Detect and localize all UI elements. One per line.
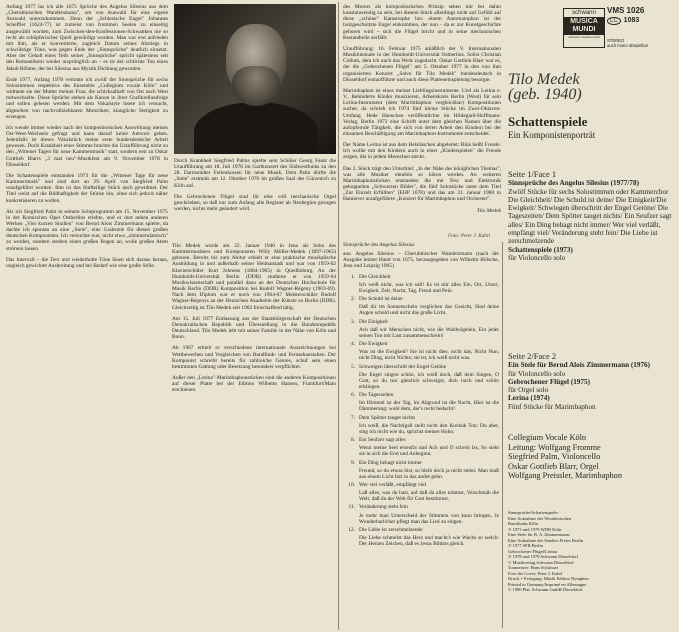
stereo-note	[607, 38, 648, 48]
essay-paragraph: Der Name Lerina ist aus dem Hebräischen abgeleitet: Rinà heißt Freude. Ich wollte mit den Kindern auch in einer „Kinderspielen" die Freude zeigen, die in jedem Menschen steckt.	[343, 142, 501, 161]
lyric-item	[343, 513, 499, 525]
lyric-item	[343, 319, 499, 325]
lyric-text: Was ist die Ewigkeit? Sie ist nicht dies, nicht das, Nicht Nun, nicht Ding, nicht Nichts; sie ist, ich weiß nicht was.	[359, 349, 499, 362]
essay-paragraph: Marimbaphon ist eines meiner Lieblingsinstrumente. Und als Lerina e. V., Behinderte Kinder musizieren, Arbeitskreis Berlin (West) für sein Lerina-Instrument (dem Marimbaphon vergleichbar) Kompositionen suchte, da schrieb ich 1974 fünf kleine Stücke im Zwei-Oktaven-Umfang. Hede Haenchen veröffentlichte im Hildegard-Hoffmann-Verlag, Berlin 1972 eine Schrift unter dem gleichen Namen über die aufopfernde Tätigkeit, die sich von deren Arbeit den Kindern bei der einsamen Beschäftigung am Marimbaphon-Instrumente entscheidet.	[343, 87, 501, 137]
credit-line: © Musikverlag Schwann Düsseldorf	[508, 559, 574, 565]
lyric-text: Im Himmel ist der Tag, im Abgrund ist die Nacht, Hier ist die Dämmerung; wohl dem, der's recht bedacht!	[359, 400, 499, 413]
lyric-number: 10.	[348, 482, 355, 488]
lyric-number	[343, 535, 355, 547]
lyric-number	[343, 304, 355, 316]
lyric-number: 5.	[350, 363, 355, 370]
side-2-work2-desc: für Orgel solo	[508, 386, 549, 395]
performer-line: Siegfried Palm, Violoncello	[508, 452, 601, 462]
lyric-text: Die Engel singen schön, ich weiß doch, daß dein Singen, O Gott, so du nur gänzlich schweigst, dich hoch und schön erklingen.	[359, 371, 499, 390]
side-1-work2-desc: für Violoncello solo	[508, 253, 566, 262]
lyric-item	[343, 349, 499, 361]
lyric-item	[343, 274, 499, 280]
lyric-text: Die Gleichheit	[359, 273, 391, 280]
lyric-item	[343, 400, 499, 412]
credit-line: ℗ 1977 SFB Berlin	[508, 543, 544, 548]
biography-paragraph: Außer den „Lerina"-Marimbaphonstücken sind die anderen Kompositionen auf dieser Platte bei der Edition Wilhelm Hansen, Frankfurt/Main erschienen.	[172, 374, 336, 394]
lyric-item	[343, 504, 499, 510]
lyric-text: Die Tageszeiten	[359, 392, 394, 399]
essay-paragraph: Anfang 1977 las ich alle 1675 Sprüche des Angelus Silesius aus dem „Cherubinischen Wandersmann", um von Auswahl für eine eigene Auswahl unterzukommen. Denn der „Schlesische Engel" Johannes Scheffler (1624-77) ist zumeist von frommen Seelen zu einseitig ausgewählt worden, zum Zwischen-den-Konfessionen-Schwanken nie so recht als schöpferischer Quell gewürdigt worden. Man war erst aufrieden mit ihm, als er konvertierte, zugleich Datum seines Abstiegs in schwülstige Töne, was gegen Ende der „Sinnsprüche" deutlich einsetzt. Aber der Gehalt eines Teils seiner „Sinnsprüche" spricht spätestens seit den Romantikern wieder ursprünglich an – es ist der schlichte Ton eines Jakob Böhme, der bei Silesius aus Mystik Dichtung geworden.	[6, 4, 168, 72]
lc-number: 1083	[623, 17, 640, 24]
credit-line: Eine Aufnahme des Westdeutschen	[508, 515, 572, 521]
lyric-number: 8.	[350, 437, 355, 444]
lyric-text: Veränderung steht fein	[359, 504, 408, 511]
credit-line: Gebrochener Flügel/Lerina	[508, 548, 557, 554]
lyric-text: Ein Seufzer sagt alles	[359, 437, 406, 444]
credit-line: Tonmeister: Hans Schlosser	[508, 565, 559, 570]
lyric-number: 3.	[350, 318, 355, 325]
lyric-item	[343, 437, 499, 443]
lyric-text: Die Ewigkeit	[359, 341, 388, 348]
lyric-number: 1.	[350, 273, 355, 280]
credit-line: Printed in Germany/Imprimé en Allemagne	[508, 581, 587, 587]
lyric-number	[343, 423, 355, 435]
lyric-item	[343, 535, 499, 547]
production-credits	[508, 510, 676, 593]
side-2-tracklist	[508, 352, 676, 411]
lyric-item	[343, 415, 499, 421]
lyric-item	[343, 392, 499, 398]
album-title: Schattenspiele	[508, 114, 588, 129]
lyrics-intro: aus: Angelus Silesius – Cherubinischer Wandersmann (nach der Ausgabe letzter Hand von 1675, herausgegeben von Wilhelm Bölsche, Jena und Leipzig 1905)	[343, 251, 499, 270]
label-code	[607, 17, 639, 25]
lyric-number	[343, 327, 355, 339]
lyric-text: Dem Spötter tauget nichts	[359, 414, 416, 421]
lyrics-title: Sinnsprüche des Angelus Silesius	[343, 242, 415, 248]
essay-column-2-upper	[174, 158, 336, 238]
photo-shoulders	[194, 102, 318, 154]
credit-line: Rundfunks Köln	[508, 521, 538, 526]
lyric-number	[343, 445, 355, 457]
album-subtitle: Ein Komponistenporträt	[508, 130, 596, 140]
credit-line: ℗ 1978 und 1979 Schwann Düsseldorf	[508, 554, 579, 559]
essay-signature: Tilo Medek	[476, 207, 501, 214]
side-2-work1-title: Ein Stele für Bernd Alois Zimmermann (1976)	[508, 361, 651, 370]
lyric-item	[343, 460, 499, 466]
side-2-work3-title: Lerina (1974)	[508, 394, 550, 403]
essay-paragraph: Das Intervall – die Terz und wiederholte Töne lösen sich daraus heraus, ungleich gewichtet Ausbreitung und bei Bedarf wie eine große Stille.	[6, 256, 168, 269]
performers	[508, 433, 676, 481]
lyrics-column	[343, 242, 499, 630]
composer-name	[508, 72, 582, 102]
essay-paragraph: Das 2. Stück trägt den Untertitel: „In der Nähe des königlichen Themas", was alle Musiker ohnehin so hören werden. An weiteren Marimbaphonstücken entstanden die mit Text und Elektronik gekoppelten „Schwarzen Bilder", die fünf Solostücke unter dem Titel „Zur Einzelt Erfüllten" (EHP 1078) und das am 31. Januar 1980 in Hannover uraufgeführte „Konzert für Marimbaphon und Orchester".	[343, 165, 501, 203]
side-1-tracklist	[508, 170, 676, 262]
lyric-number: 12.	[348, 526, 355, 533]
lyric-number	[343, 372, 355, 390]
lyric-text: Ach daß wir Menschen nicht, wie die Waldvögelein, Ein jeder seinen Ton mit Lust zusammenschrein!	[359, 326, 499, 339]
lyric-number	[343, 349, 355, 361]
lyric-item	[343, 527, 499, 533]
lyric-number	[343, 400, 355, 412]
performer-line: Collegium Vocale Köln	[508, 433, 587, 442]
biography-column	[172, 243, 336, 631]
lyric-text: Je mehr man Unterscheid der Stimmen von kann bringen, Je Wunderbarlicher pflegt man das Lied zu singen.	[359, 512, 499, 525]
lyric-item	[343, 445, 499, 457]
lc-mark: LC	[607, 17, 621, 25]
lyric-number	[343, 513, 355, 525]
lyric-text: Laß alles, was du hast, auf daß du alles nimmst, Verschmäh die Welt, daß du der Welt für Gott bestimmst.	[359, 490, 499, 503]
lyric-text: Wenn meine Seel erseufzt und Ach und O schreit Iss, So sieht sie in sich die End und Anbeginn.	[359, 445, 499, 458]
biography-paragraph: Tilo Medek wurde am 22. Januar 1940 in Jena als Sohn des Kammermusikers und Komponisten Willy Müller-Medek (1897-1965) geboren. Bereits bis zum Abitur erhielt er eine praktische musikalische Ausbildung in und außerhalb seiner Heimatstadt und war von 1959-62 Klavierschüler Kurt Johnens (1884-1965) in Quedlinburg. An der Humboldt-Universität Berlin (DDR) studierte er von 1959-64 Musikwissenschaft und parallel dazu an der Deutschen Hochschule für Musik Berlin (DDR) Komposition bei Rudolf Wagner-Régeny (1903-69). Nach dem Diplom war er noch von 1964-67 Meisterschüler Rudolf Wagner-Régenys an der Deutschen Akademie der Künste zu Berlin (DDR). Gleichzeitig ist Tilo Medek seit 1962 freischaffend tätig.	[172, 243, 336, 311]
lyric-number: 2.	[350, 296, 355, 303]
lyric-number: 4.	[350, 341, 355, 348]
lyric-number	[343, 490, 355, 502]
lyric-text: Freund, so du etwas bist, so bleib doch ja nicht stehn: Man muß aus einem Licht fort in das andre gehn.	[359, 467, 499, 480]
essay-paragraph: des Motors als kompositorisches Prinzip sehen mir bei dahin kunstanwendig zu sein, bei diesem Stück allerdings nicht auf Gefühl auf diese „schöne" Katastrophe hin: einem Automatophon ist der holzgeschnitzte Engel einkommen, der nun – da er zur Kunstgeschichte geboren wird – sich die Flügel bricht und in seine mechanischen Bestandteile zerfällt.	[343, 4, 501, 41]
lyric-text: Die Liebe schmelzt das Herz und macht's wie Wachs so weich: Der Herzen Zeichen, daß es Jesus Bildnis gleich.	[359, 535, 499, 548]
lyric-item	[343, 341, 499, 347]
credit-line: Druck + Fertigung: Musik Edition Nymphen	[508, 576, 589, 581]
essay-paragraph: Die Schattenspiele entstanden 1973 für die „Wittener Tage für neue Kammermusik" und sind dort an 29. April von Siegfried Palm uraufgeführt worden. Ihm ist das fünfteilige Stück auch gewidmet. Der Titel weist auf die Bildhaftigkeit der Stücke hin, ohne sich jedoch näher konkretisieren zu wollen.	[6, 172, 168, 204]
credit-line: Sinnsprüche/Schattenspiele:	[508, 510, 559, 515]
composer-full-name: Tilo Medek	[508, 71, 580, 88]
essay-paragraph: Ich wende immer wieder nach der kompositorischen Auswirkung meines Ost-West-Wechsels gefragt und kann darauf keine Antwort geben. Jedenfalls ist dieses Vokalstück meine erste bundesdeutsche Arbeit gewesen. Doch Krankheit einer Stimme brachte die Uraufführung nicht zu den „Wittener Tagen für neue Kammermusik" statt, sondern erst zu Oskar Gottlieb Blarrs „3 mal neu"-Musikfest am 9. November 1978 in Düsseldorf.	[6, 124, 168, 168]
logo-bottom: schwann musica mundi	[568, 35, 600, 39]
credit-line: ℗ 1973 und 1979 WDR Köln	[508, 526, 562, 532]
side-1-work-desc: Zwölf Stücke für sechs Solostimmen oder Kammerchor	[508, 187, 669, 196]
side-2-heading: Seite 2/Face 2	[508, 351, 557, 361]
lyric-item	[343, 490, 499, 502]
lyric-item	[343, 372, 499, 390]
lyric-number	[343, 468, 355, 480]
lyric-text: Daß dir im Sonnenschein verglichen das Gesicht, Sind deine Augen schuld und nicht das große Licht.	[359, 304, 499, 317]
lyric-number: 9.	[350, 459, 355, 466]
credit-line: Eine Aufnahme des Senders Freies Berlin	[508, 537, 584, 543]
performer-line: Leitung: Wolfgang Fromme	[508, 442, 601, 452]
lyric-item	[343, 468, 499, 480]
lyric-item	[343, 282, 499, 294]
essay-paragraph: Ende 1977, Anfang 1978 vertonte ich zwölf der Sinnsprüche für sechs Solostimmen respektive des Ensemble „Collegium vocale Köln" und widmete sie der Mutter meiner Frau, die schicksalhaft von Ost nach West mitwechselte. Diese Sprüche stehen als Kanon in ihrer Grafikreihenfolge und sollen gelesen werden: Mit dem Vokalstyle lotete ich versucht, abgesehen von nachvollziehbaren Motoriken, klangliche Stetigkeit zu erzeugen.	[6, 76, 168, 120]
lyric-item	[343, 423, 499, 435]
essay-column-3-upper	[343, 4, 501, 229]
column-divider	[338, 2, 339, 630]
lyrics-list	[343, 274, 499, 548]
lyric-text: Ich weiß nicht, was ich soll! Es ist mir alles Ein, Ort, Unort, Ewigkeit, Zeit, Nacht, Tag, Freud und Pein.	[359, 281, 499, 294]
schwann-logo	[563, 8, 605, 48]
performer-line: Oskar Gottlieb Blarr, Orgel	[508, 461, 599, 471]
biography-paragraph: Am 15. Juli 1977 Entlassung aus der Staatsbürgerschaft der Deutschen Demokratischen Republik und Übersiedlung in die Bundesrepublik Deutschland. Tilo Medek lebt mit seiner Familie in der Nähe von Köln und Bonn.	[172, 315, 336, 341]
performer-line: Wolfgang Preissler, Marimbaphon	[508, 471, 622, 481]
photo-beard	[232, 66, 280, 106]
side-1-work-title: Sinnsprüche des Angelus Silesius (1977/78)	[508, 179, 640, 188]
essay-paragraph: Die Gebrochenen Flügel sind für eine voll mechanische Orgel geschrieben, so daß nur zum Anfang alle Register ab Neubeginn gezogen werden, nichts mehr geändert wird.	[174, 193, 336, 213]
column-divider-2	[502, 242, 503, 628]
stereo-line-2: auch mono abspielbar	[607, 43, 649, 48]
essay-column-1	[6, 4, 168, 628]
lyric-item	[343, 364, 499, 370]
essay-paragraph: Als ich Siegfried Palm in seinem Soloprogramm am 15. November 1975 in der Komischen Oper Ostberlins erlebte, und er dort neben anderen Werken „Vier kurzen Studien" von Bernd Alois Zimmermann spielte, da dachte ich spontan an eine „Stele", eine Grabstele für diesen großen deutschen Komponisten. Ich versuchte nun, nicht etwa „zimmermännisch" zu werden, sondern streben einen großen Bogen an, wolle großen Atem strömen lassen.	[6, 208, 168, 252]
lyric-item	[343, 304, 499, 316]
lyric-item	[343, 296, 499, 302]
essay-paragraph: Durch Krankheit Siegfried Palms spielte sein Schüler Georg Faust die Uraufführung am 18. Juli 1976 im Gartkonzert des Südwestfunks zu den 28. Darmstädter Ferienkursen für neue Musik. Dem Palm dürfte die „Stele" erstmals am 12. Oktober 1976 im großen Saal des Gürzenich zu Köln auf.	[174, 158, 336, 189]
lyric-text: Die Schuld ist deine	[359, 296, 403, 303]
composer-born: (geb. 1940)	[508, 86, 582, 103]
lyric-text: Ich weiß, die Nachtigall stellt nicht den Kuckuk Ton: Du aber, sing ich nicht wie du, sprichst meiner Hohn.	[359, 422, 499, 435]
lyric-number	[343, 282, 355, 294]
lyric-item	[343, 327, 499, 339]
photo-credit: Foto: Peter J. Kahrl	[448, 233, 491, 239]
lyric-item	[343, 482, 499, 488]
lyric-number: 7.	[350, 414, 355, 421]
logo-top: schwann	[572, 10, 596, 16]
lyric-text: Die Einigkeit	[359, 318, 388, 325]
side-2-work1-desc: für Violoncello solo	[508, 369, 566, 378]
lyric-text: Die Liebe ist zerschmelzende	[359, 526, 423, 533]
lyric-number: 11.	[348, 504, 355, 511]
lyric-text: Wer viel verläßt, empfängt viel	[359, 482, 427, 488]
lyric-text: Ein Ding behagt nicht immer	[359, 459, 422, 466]
biography-paragraph: Ab 1967 erhielt er verschiedene internationale Auszeichnungen bei Wettbewerben und Vergleichen von Rundfunk- und Fernsehanstalten. Der Komponist schreibt bereits für zahlreiche Genres, schuf sein einen bestimmten Gattung oder Besetzung besonders verpflichtet.	[172, 345, 336, 370]
side-1-songs: Die Gleichheit/ Die Schuld ist deine/ Die Einigkeit/Die Ewigkeit/ Schwiegen überschritt der Engel Getöne/ Die Tageszeiten/ Dem Spötter tauget nichts/ Ein Seufzer sagt alles/ Ein Ding behagt nicht immer/ Wer viel verläßt, empfängt viel/ Veränderung steht fein/ Die Liebe ist zerschmelzende	[508, 195, 672, 246]
side-2-work3-desc: Fünf Stücke für Marimbaphon	[508, 402, 596, 411]
catalog-number: VMS 1026	[607, 6, 645, 15]
essay-paragraph: Uraufführung: 16. Februar 1975 anläßlich der V. Internationalen Musikbiennale in der Humboldt-Universität Ostberlins. Solist Christian Collum, dem ich auch das Werk zugedacht. Oskar Gottlieb Blarr war es, der die „Gebrochenen Flügel" am 5. Oktober 1977 in den von ihm organisierten Konzert „Salve für Tilo Medek" bundesdeutsch in Düsseldorf erstaufführte und auch diese Platteneinspielung besorgte.	[343, 45, 501, 83]
credit-line: Eine Stele für B. A. Zimmermann:	[508, 532, 571, 537]
lyric-text: Schweigen überschritt der Engel Getöne	[359, 363, 447, 370]
credit-line: © 1980 Plat. Schwann GmbH Düsseldorf	[508, 587, 583, 592]
composer-photo	[174, 4, 336, 154]
credit-line: Foto der Cover: Peter J. Kahrl	[508, 570, 563, 576]
side-1-heading: Seite 1/Face 1	[508, 169, 557, 179]
side-1-work2-title: Schattenspiele (1973)	[508, 245, 573, 254]
stereo-line-1: STEREO	[607, 38, 625, 43]
logo-mid: MUSICA MUNDI	[564, 17, 604, 35]
lyric-number: 6.	[350, 392, 355, 399]
side-2-work2-title: Gebrochener Flügel (1975)	[508, 377, 590, 386]
